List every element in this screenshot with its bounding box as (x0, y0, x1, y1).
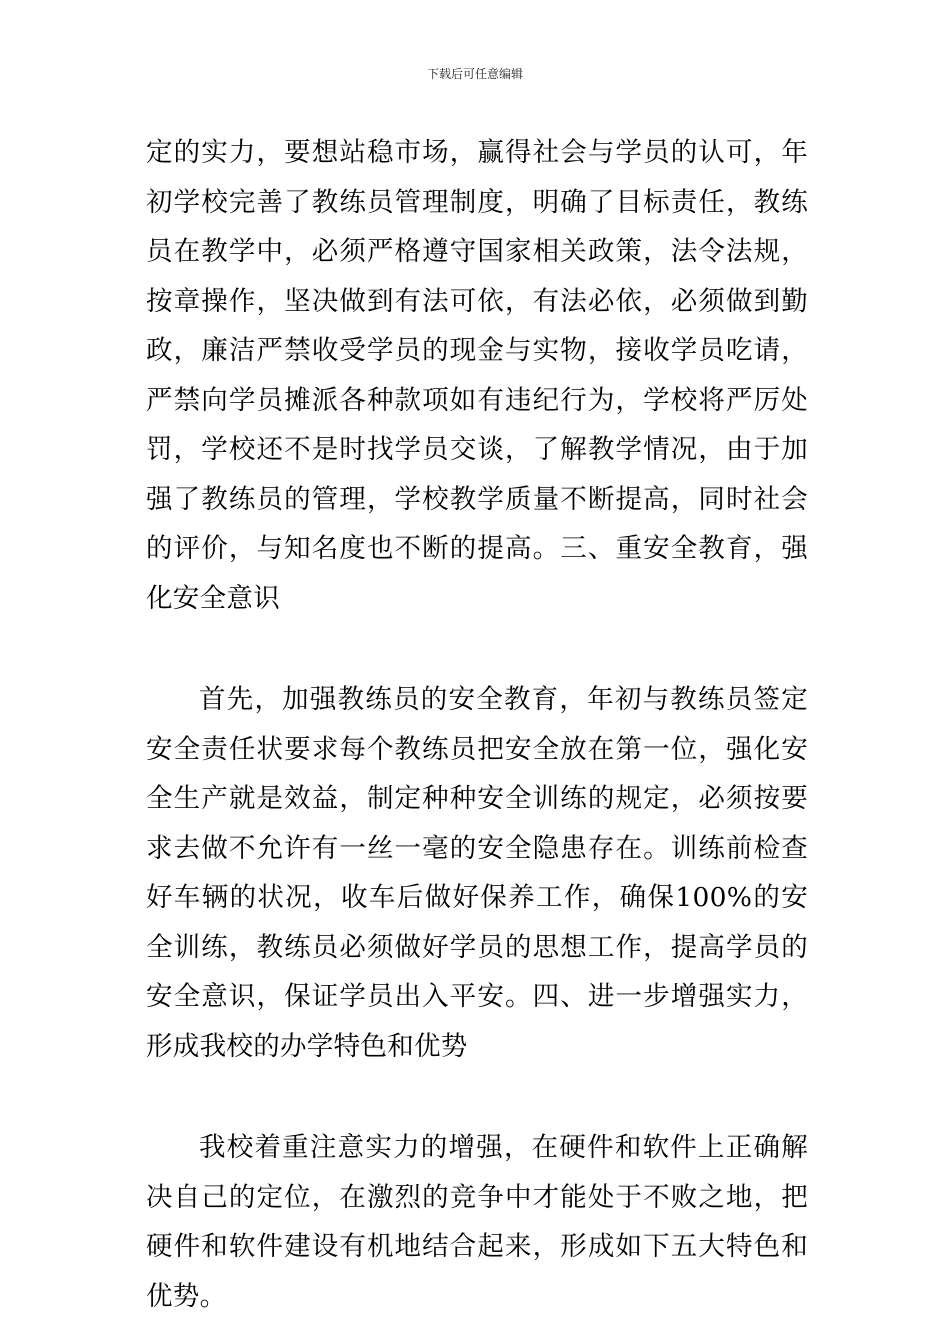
paragraph-continuation: 定的实力，要想站稳市场，赢得社会与学员的认可，年初学校完善了教练员管理制度，明确了目标责任，教练员在教学中，必须严格遵守国家相关政策，法令法规，按章操作，坚决做到有法可依，有法必依，必须做到勤政，廉洁严禁收受学员的现金与实物，接收学员吃请，严禁向学员摊派各种款项如有违纪行为，学校将严厉处罚，学校还不是时找学员交谈，了解教学情况，由于加强了教练员的管理，学校教学质量不断提高，同时社会的评价，与知名度也不断的提高。三、重安全教育，强化安全意识 (146, 137, 808, 614)
paragraph-gap (146, 623, 808, 675)
paragraph-safety-education: 首先，加强教练员的安全教育，年初与教练员签定安全责任状要求每个教练员把安全放在第一位，强化安全生产就是效益，制定种种安全训练的规定，必须按要求去做不允许有一丝一毫的安全隐患存在。训练前检查好车辆的状况，收车后做好保养工作，确保100%的安全训练，教练员必须做好学员的思想工作，提高学员的安全意识，保证学员出入平安。四、进一步增强实力，形成我校的办学特色和优势 (146, 684, 808, 1062)
document-body (146, 128, 808, 1321)
page-header: 下载后可任意编辑 (426, 67, 523, 81)
paragraph-strength-building: 我校着重注意实力的增强，在硬件和软件上正确解决自己的定位，在激烈的竞争中才能处于不败之地，把硬件和软件建设有机地结合起来，形成如下五大特色和优势。 (146, 1132, 808, 1312)
paragraph-gap (146, 1071, 808, 1123)
